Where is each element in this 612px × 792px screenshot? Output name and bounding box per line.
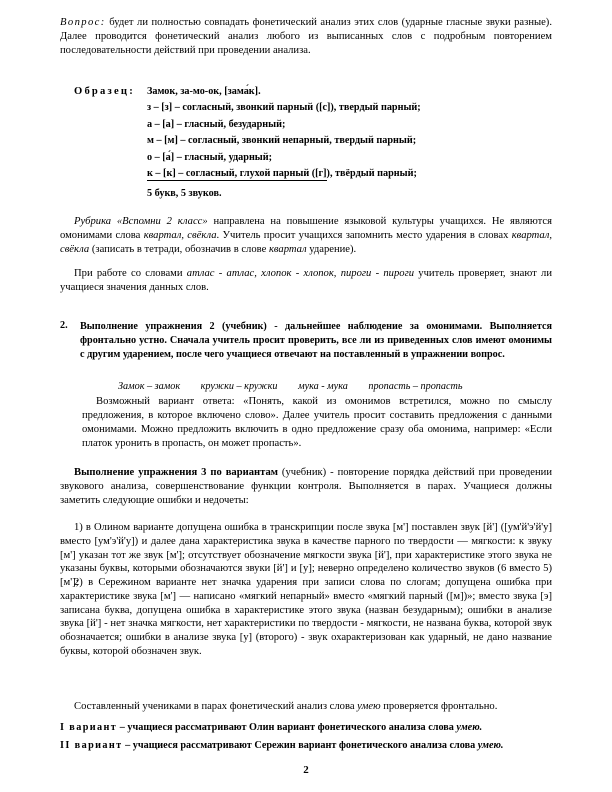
homonyms-text: При работе со словами (74, 268, 187, 279)
rubric-text: ударение). (306, 243, 357, 255)
rubric-words: квартал, свёкла (60, 229, 552, 255)
exercise3-title: Выполнение упражнения 3 по вариантам (74, 467, 278, 478)
sample-divider (147, 180, 327, 181)
variant-1-text: – учащиеся рассматривают Олин вариант фонетического анализа слова (117, 722, 457, 733)
exercise3-intro (60, 466, 552, 507)
sample-line-k: к – [к] – согласный, глухой парный ([г]), твёрдый парный; (147, 167, 417, 179)
sample-analysis (147, 86, 421, 184)
exercise2-answer: Возможный вариант ответа: «Понять, какой из омонимов встретился, можно по смыслу предложения, в которое включено слово». Далее учитель просит составить предложения с данными омонимами. Можно предложить включить в одно предложение сразу оба омонима, например: «Если платок уронить в пропасть, он может пропасть». (82, 396, 552, 449)
question-paragraph (60, 16, 552, 57)
sample-word-line: Замок, за-мо-ок, [зама́к]. (147, 86, 261, 97)
rubric-title: Рубрика «Вспомни 2 класс» (74, 216, 208, 227)
homonyms-words: атлас - атлас, хлопок - хлопок, пироги - пироги (186, 268, 415, 279)
closing-text: Составленный учениками в парах фонетический анализ слова (74, 701, 358, 712)
rubric-words: квартал (268, 243, 307, 255)
exercise2-number: 2. (60, 320, 68, 331)
homonym-pair: кружки – кружки (200, 381, 278, 392)
variant-1-label: I вариант (60, 722, 118, 733)
page-number: 2 (303, 764, 309, 776)
variant-2-text: – учащиеся рассматривают Сережин вариант фонетического анализа слова (122, 740, 478, 751)
sample-total: 5 букв, 5 звуков. (147, 188, 222, 199)
exercise3-item1: 1) в Олином варианте допущена ошибка в транскрипции после звука [м'] поставлен звук [й'] ([ум'й'э'й'у] вместо [ум'э'й'у]) и далее дана характеристика звука в качестве парного по твердости — мягкости: к звуку [м'] указан тот же звук [м']; отсутствует обозначение мягкости звука [й'], при характеристике этого звука не указаны буквы, которыми обозначаются звуки [й'] и [у]; неверно определено количество звуков (6 вместо 5) [м']; (60, 522, 552, 589)
closing-text: проверяется фронтально. (380, 701, 498, 712)
sample-line-z: з – [з] – согласный, звонкий парный ([с]), твердый парный; (147, 102, 421, 114)
variant-1 (60, 722, 552, 733)
sample-label: Образец: (74, 86, 135, 97)
closing-word: умею (357, 701, 381, 712)
homonyms-text: учитель проверяет, знают ли учащиеся значения данных слов. (60, 268, 552, 293)
exercise3-item2: 2) в Сережином варианте нет значка ударения при записи слова по слогам; допущена ошибка при характеристике звука [м'] — написано «мягкий непарный» вместо «мягкий парный ([м])»; вместо звука [э] записана буква, допущена ошибка в характеристике этого звука (назван безударным); ошибки в анализе звука [й'] - нет значка мягкости, нет характеристики по твердости - мягкости, не названа буква, которой звук обозначается; ошибки в анализе звука [у] (второго) - звук охарактеризован как ударный, не дано название буквы, которой обозначен звук. (60, 577, 552, 657)
homonym-pair: Замок – замок (118, 381, 181, 392)
exercise3-closing (60, 700, 552, 714)
rubric-words: квартал, свёкла (143, 229, 217, 241)
question-label: Вопрос: (60, 17, 106, 28)
sample-line-o: о – [а́] – гласный, ударный; (147, 151, 273, 163)
rubric-text: направлена на повышение языковой культуры учащихся. Не являются омонимами слова (60, 216, 552, 241)
homonym-pair: мука - мука (298, 381, 348, 392)
variant-2-word: умею. (477, 740, 504, 751)
homonym-pairs (118, 381, 481, 392)
question-text: будет ли полностью совпадать фонетический анализ этих слов (ударные гласные звуки разные). Далее проводится фонетический анализ любого из выписанных слов с подробным повторением последовательности действий при проведении анализа. (60, 17, 552, 56)
sample-line-a: а – [а] – гласный, безударный; (147, 118, 286, 130)
rubric-text: (записать в тетради, обозначив в слове (89, 243, 269, 255)
homonym-pair: пропасть – пропасть (368, 381, 463, 392)
sample-line-m: м – [м] – согласный, звонкий непарный, твердый парный; (147, 135, 417, 147)
exercise3-intro-text: (учебник) - повторение порядка действий при проведении звукового анализа, совершенствование функции контроля. Выполняется в парах. Учащиеся должны заметить следующие ошибки и недочеты: (60, 467, 552, 506)
homonyms-paragraph (60, 267, 552, 295)
rubric-text: . Учитель просит учащихся запомнить место ударения в словах (216, 229, 512, 241)
variant-2-label: II вариант (60, 740, 123, 751)
rubric-paragraph (60, 215, 552, 256)
exercise2-text: Выполнение упражнения 2 (учебник) - дальнейшее наблюдение за омонимами. Выполняется фронтально устно. Сначала учитель просит проверить, все ли из приведенных слов имеют омонимы с другим ударением, после чего учащиеся отвечают на поставленный в упражнении вопрос. (80, 321, 552, 360)
variant-1-word: умею. (456, 722, 483, 733)
variant-2 (60, 740, 552, 751)
